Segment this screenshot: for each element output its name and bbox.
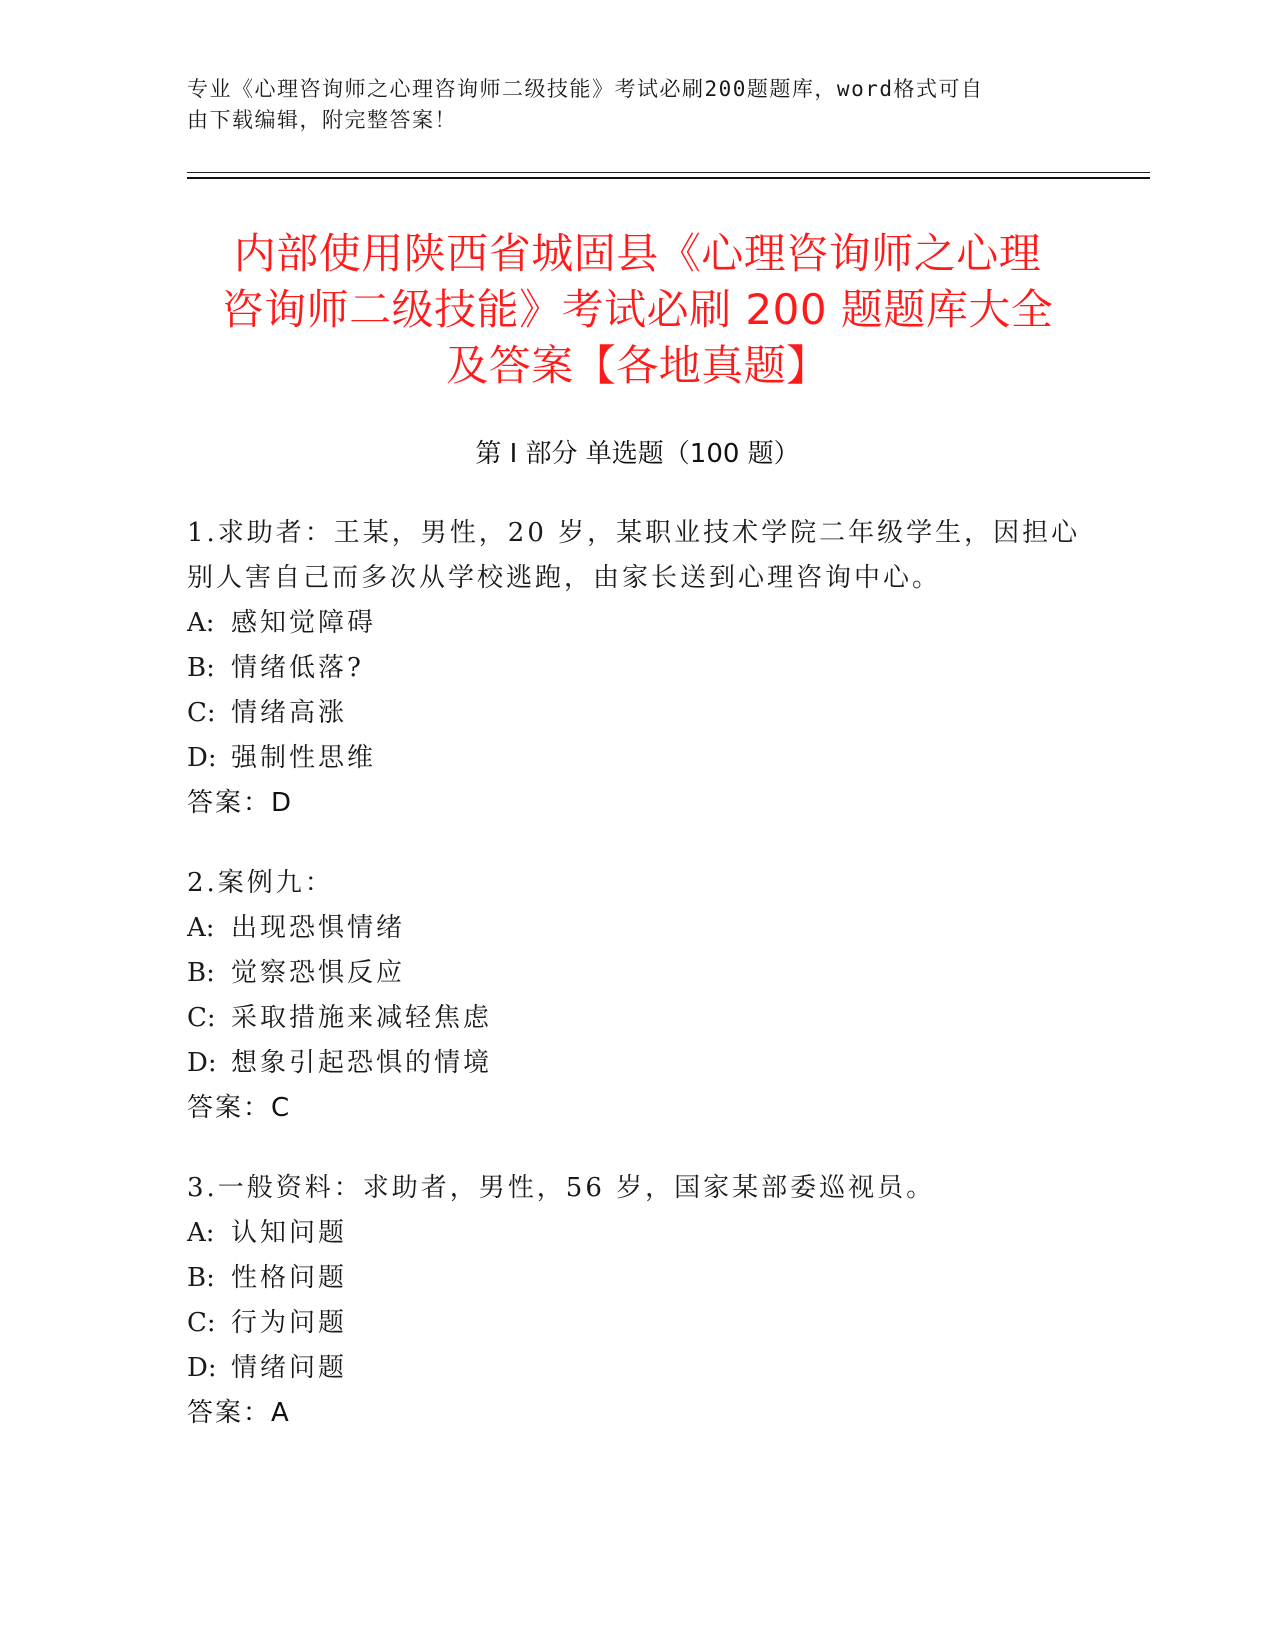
header-note-line-1: 专业《心理咨询师之心理咨询师二级技能》考试必刷200题题库，word格式可自 bbox=[187, 77, 984, 101]
option-b bbox=[187, 646, 1087, 691]
answer-line: 答案：C bbox=[187, 1093, 292, 1123]
header-rule-thin bbox=[187, 172, 1150, 173]
option-letter: A: bbox=[187, 608, 215, 638]
question-stem-line: 3.一般资料：求助者，男性，56 岁，国家某部委巡视员。 bbox=[187, 1173, 936, 1203]
option-text: 认知问题 bbox=[231, 1218, 348, 1248]
option-c bbox=[187, 1301, 1087, 1346]
option-letter: A: bbox=[187, 1218, 215, 1248]
option-a bbox=[187, 601, 1087, 646]
question-3 bbox=[187, 1166, 1087, 1436]
option-letter: C: bbox=[187, 1003, 216, 1033]
option-text: 强制性思维 bbox=[231, 743, 377, 773]
title-line-3: 及答案【各地真题】 bbox=[446, 341, 829, 390]
question-1 bbox=[187, 511, 1087, 826]
answer-line: 答案：D bbox=[187, 788, 294, 818]
section-title: 第 I 部分 单选题（100 题） bbox=[475, 439, 800, 469]
option-d bbox=[187, 1346, 1087, 1391]
header-note-line-2: 由下载编辑，附完整答案！ bbox=[187, 108, 457, 132]
option-b bbox=[187, 951, 1087, 996]
option-c bbox=[187, 996, 1087, 1041]
option-letter: B: bbox=[187, 958, 215, 988]
option-text: 情绪高涨 bbox=[231, 698, 348, 728]
option-letter: A: bbox=[187, 913, 215, 943]
question-stem-line: 1.求助者：王某，男性，20 岁，某职业技术学院二年级学生，因担心 bbox=[187, 518, 1081, 548]
option-b bbox=[187, 1256, 1087, 1301]
option-letter: D: bbox=[187, 1048, 217, 1078]
option-d bbox=[187, 1041, 1087, 1086]
title-line-1: 内部使用陕西省城固县《心理咨询师之心理 bbox=[233, 229, 1042, 278]
option-a bbox=[187, 906, 1087, 951]
option-text: 行为问题 bbox=[231, 1308, 348, 1338]
option-letter: B: bbox=[187, 653, 215, 683]
option-text: 性格问题 bbox=[231, 1263, 348, 1293]
option-text: 想象引起恐惧的情境 bbox=[231, 1048, 493, 1078]
option-text: 情绪问题 bbox=[231, 1353, 348, 1383]
question-stem-line: 别人害自己而多次从学校逃跑，由家长送到心理咨询中心。 bbox=[187, 563, 942, 593]
option-letter: D: bbox=[187, 1353, 217, 1383]
option-text: 出现恐惧情绪 bbox=[231, 913, 406, 943]
option-text: 采取措施来减轻焦虑 bbox=[231, 1003, 493, 1033]
option-letter: D: bbox=[187, 743, 217, 773]
option-text: 情绪低落? bbox=[231, 653, 364, 683]
option-c bbox=[187, 691, 1087, 736]
option-d bbox=[187, 736, 1087, 781]
option-a bbox=[187, 1211, 1087, 1256]
option-text: 感知觉障碍 bbox=[231, 608, 377, 638]
document-title bbox=[150, 226, 1125, 394]
answer-line: 答案：A bbox=[187, 1398, 291, 1428]
question-2 bbox=[187, 861, 1087, 1131]
title-line-2: 咨询师二级技能》考试必刷 200 题题库大全 bbox=[221, 285, 1054, 334]
header-rule-thick bbox=[187, 177, 1150, 179]
question-stem-line: 2.案例九： bbox=[187, 868, 334, 898]
option-letter: B: bbox=[187, 1263, 215, 1293]
option-letter: C: bbox=[187, 698, 216, 728]
option-text: 觉察恐惧反应 bbox=[231, 958, 406, 988]
option-letter: C: bbox=[187, 1308, 216, 1338]
header-note bbox=[187, 74, 1067, 136]
